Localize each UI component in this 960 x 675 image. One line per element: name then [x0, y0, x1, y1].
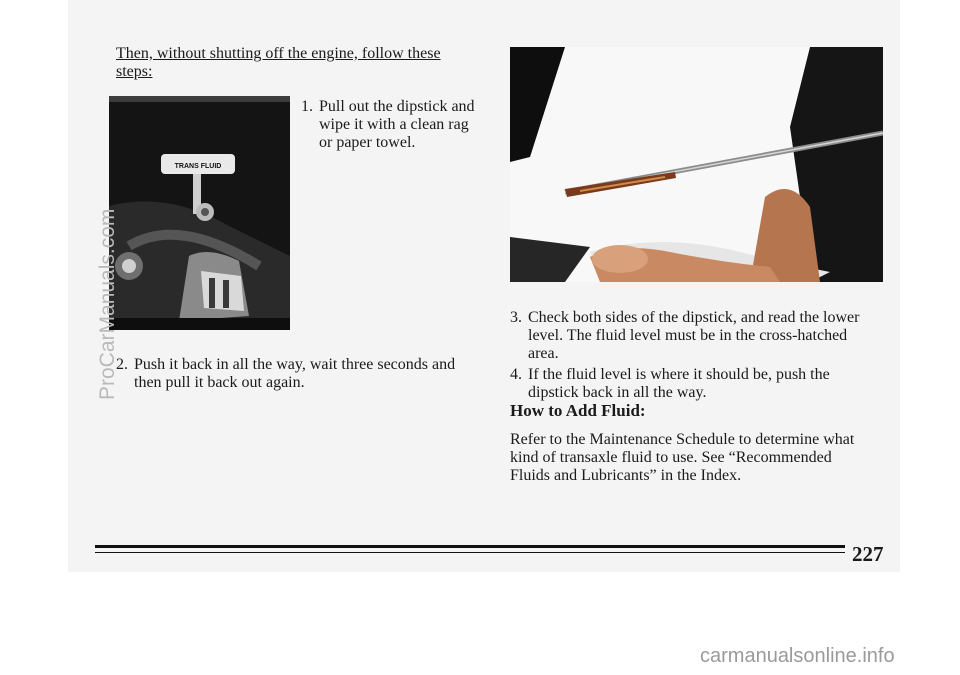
footer-rule-top	[95, 545, 845, 548]
bottom-watermark: carmanualsonline.info	[700, 645, 895, 667]
dipstick-reading-photo	[510, 47, 883, 282]
dipstick-handle-label: TRANS FLUID	[174, 163, 222, 170]
page-number: 227	[852, 542, 884, 566]
step-1-text: Pull out the dipstick and wipe it with a clean rag or paper towel.	[319, 98, 475, 151]
page-heading: Then, without shutting off the engine, follow these steps:	[116, 45, 441, 80]
how-to-add-fluid-heading: How to Add Fluid:	[510, 401, 646, 420]
step-4-number: 4.	[510, 366, 522, 383]
step-3-text: Check both sides of the dipstick, and read the lower level. The fluid level must be in the cross-hatched area.	[528, 309, 860, 362]
step-1	[301, 98, 476, 152]
step-1-number: 1.	[301, 98, 313, 115]
dipstick-handle-photo	[109, 96, 290, 330]
step-3-number: 3.	[510, 309, 522, 326]
step-2-number: 2.	[116, 356, 128, 373]
add-fluid-paragraph: Refer to the Maintenance Schedule to determine what kind of transaxle fluid to use. See “Recommended Fluids and Lubricants” in the Index.	[510, 431, 855, 484]
step-3	[510, 309, 870, 363]
side-watermark: ProCarManuals.com	[96, 208, 119, 400]
step-2-text: Push it back in all the way, wait three seconds and then pull it back out again.	[134, 356, 456, 391]
step-4-text: If the fluid level is where it should be, push the dipstick back in all the way.	[528, 366, 830, 401]
step-4	[510, 366, 870, 402]
footer-rule-bottom	[95, 552, 845, 553]
step-2	[116, 356, 486, 392]
